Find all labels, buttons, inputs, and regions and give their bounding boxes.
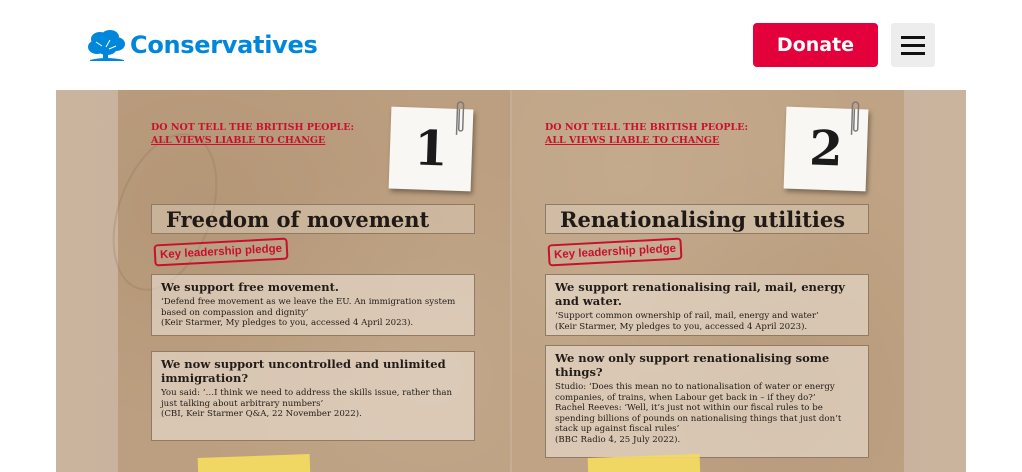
page-number: 1 [413,120,449,178]
card-heading: We now support uncontrolled and unlimited immigration? [161,357,446,385]
page-number: 2 [808,120,844,178]
warning-text [151,121,354,147]
donate-button[interactable]: Donate [753,23,878,67]
conservatives-logo[interactable] [86,28,317,62]
hero-image [56,90,966,472]
card-line: companies, of trains, when Labour get back in – if they do?’ [555,392,816,403]
warning-line: DO NOT TELL THE BRITISH PEOPLE: [151,122,354,133]
oak-tree-icon [86,28,126,62]
card-line: You said: ‘…I think we need to address the skills issue, rather than [161,388,453,398]
menu-bar [901,36,925,39]
card-line: (CBI, Keir Starmer Q&A, 22 November 2022). [161,409,362,420]
card-line: (Keir Starmer, My pledges to you, accessed 4 April 2023). [161,318,414,329]
warning-line: ALL VIEWS LIABLE TO CHANGE [545,135,720,146]
card-line: (BBC Radio 4, 25 July 2022). [555,434,681,445]
warning-line: ALL VIEWS LIABLE TO CHANGE [151,135,326,146]
yellow-tape [198,454,311,472]
pledge-stamp: Key leadership pledge [548,238,683,267]
card-body [555,382,859,446]
card-line: stack up against fiscal rules’ [555,424,680,435]
warning-text [545,121,748,147]
dossier-page-1 [118,90,510,472]
card-heading: We support renationalising rail, mail, energy and water. [555,280,845,308]
hamburger-menu-icon[interactable] [891,23,935,67]
card-body [161,388,465,420]
quote-card [151,351,475,441]
card-line: Studio: ‘Does this mean no to nationalisation of water or energy [555,382,835,392]
warning-line: DO NOT TELL THE BRITISH PEOPLE: [545,122,748,133]
number-note [389,107,474,192]
dossier-page-2 [512,90,904,472]
number-note [784,107,869,192]
card-line: ‘Support common ownership of rail, mail, energy and water’ [555,311,819,321]
quote-card [545,274,869,336]
card-line: (Keir Starmer, My pledges to you, accessed 4 April 2023). [555,321,808,332]
logo-text: Conservatives [130,31,318,59]
section-title: Freedom of movement [151,204,475,234]
yellow-tape [588,454,701,472]
card-heading: We support free movement. [161,280,339,294]
card-body [161,297,465,329]
paperclip-icon [452,97,467,139]
pledge-stamp: Key leadership pledge [154,238,289,267]
card-body [555,311,859,332]
card-line: based on compassion and dignity’ [161,307,309,318]
quote-card [151,274,475,336]
quote-card [545,345,869,458]
menu-bar [901,52,925,55]
card-line: just talking about arbitrary numbers’ [161,398,324,409]
card-heading: We now only support renationalising some things? [555,351,830,379]
site-header [0,0,1022,90]
section-title: Renationalising utilities [545,204,869,234]
paperclip-icon [847,97,862,139]
card-line: spending billions of pounds on nationalising things that just don’t [555,413,842,424]
card-line: ‘Defend free movement as we leave the EU. An immigration system [161,297,456,307]
card-line: Rachel Reeves: ‘Well, it’s just not within our fiscal rules to be [555,403,823,414]
menu-bar [901,44,925,47]
